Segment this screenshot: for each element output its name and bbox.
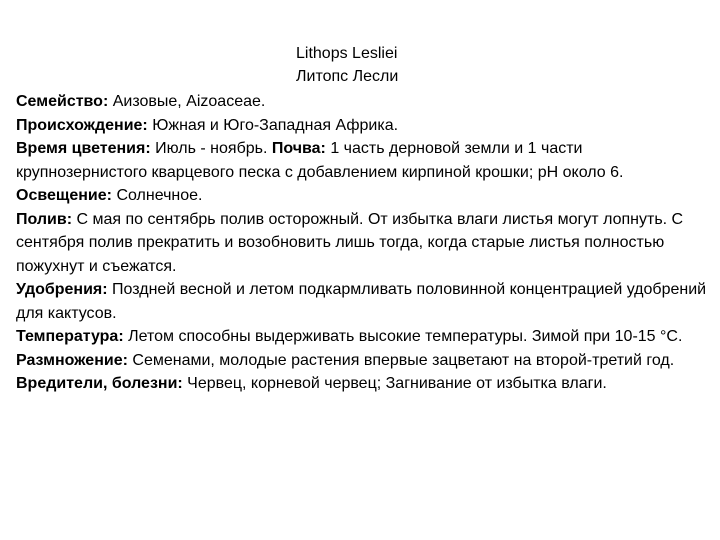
bloom-label: Время цветения:: [16, 140, 151, 157]
family-text: Аизовые, Aizoaceae.: [108, 93, 266, 110]
pests-paragraph: [16, 372, 708, 396]
origin-label: Происхождение:: [16, 116, 148, 134]
light-text: Солнечное.: [112, 187, 203, 204]
temperature-text: Летом способны выдерживать высокие температуры. Зимой при 10-15 °С.: [123, 328, 683, 345]
light-paragraph: [16, 184, 708, 208]
temperature-paragraph: [16, 325, 708, 349]
family-label: Семейство:: [16, 93, 109, 110]
temperature-label: Температура:: [16, 328, 124, 345]
soil-text: 1 часть дерновой земли и 1 части крупнозернистого кварцевого песка с добавлением кирпиной крошки; pH около 6.: [16, 140, 624, 181]
propagation-paragraph: [16, 349, 708, 373]
light-label: Освещение:: [16, 187, 112, 204]
family-paragraph: [16, 90, 708, 114]
pests-label: Вредители, болезни:: [16, 375, 183, 392]
watering-label: Полив:: [16, 210, 73, 228]
propagation-label: Размножение:: [16, 351, 128, 369]
fertilizer-paragraph: [16, 278, 708, 325]
origin-text: Южная и Юго-Западная Африка.: [147, 116, 399, 134]
propagation-text: Семенами, молодые растения впервые зацветают на второй-третий год.: [127, 351, 675, 369]
plant-description: [16, 90, 708, 396]
bloom-soil-paragraph: [16, 137, 708, 184]
fertilizer-text: Поздней весной и летом подкармливать половинной концентрацией удобрений для кактусов.: [16, 281, 707, 322]
title-russian: Литопс Лесли: [296, 68, 399, 85]
title-latin: Lithops Lesliei: [296, 45, 398, 62]
watering-paragraph: [16, 208, 708, 279]
origin-paragraph: [16, 114, 708, 138]
pests-text: Червец, корневой червец; Загнивание от избытка влаги.: [182, 375, 607, 392]
watering-text: С мая по сентябрь полив осторожный. От избытка влаги листья могут лопнуть. С сентября полив прекратить и возобновить лишь тогда, когда старые листья полностью пожухнут и съежатся.: [16, 210, 684, 275]
fertilizer-label: Удобрения:: [16, 281, 108, 298]
soil-label: Почва:: [271, 140, 326, 157]
bloom-text: Июль - ноябрь.: [150, 140, 272, 157]
title-block: [296, 42, 596, 88]
